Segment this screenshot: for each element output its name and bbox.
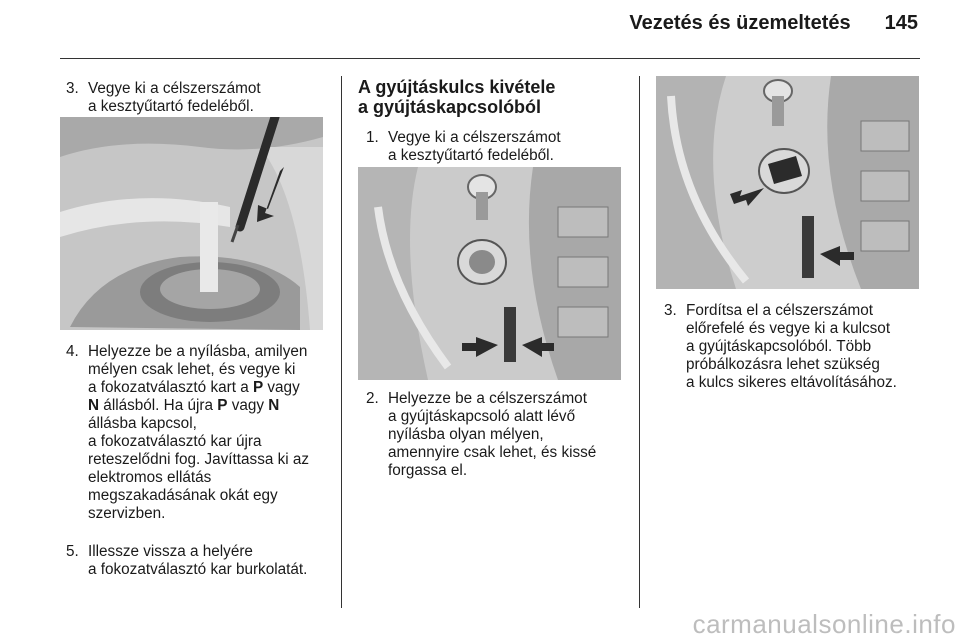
step-line: a kesztyűtartó fedeléből.: [388, 147, 554, 164]
step-line: a kesztyűtartó fedeléből.: [88, 98, 254, 115]
step-line: [88, 379, 336, 397]
step-line: amennyire csak lehet, és kissé: [388, 444, 597, 461]
step-line: szervizben.: [88, 505, 166, 522]
gear-selector-figure: [60, 117, 323, 330]
ignition-tool-illustration: [358, 167, 621, 380]
page-title: Vezetés és üzemeltetés: [629, 12, 851, 34]
heading-line: a gyújtáskapcsolóból: [358, 97, 542, 117]
text-span: vagy: [263, 379, 300, 396]
text-span: állásból. Ha újra: [99, 397, 218, 414]
step-line: állásba kapcsol,: [88, 415, 197, 432]
step-line: a fokozatválasztó kar burkolatát.: [88, 561, 308, 578]
step-line: Helyezze be a nyílásba, amilyen: [88, 343, 308, 360]
gear-n-label: N: [268, 397, 280, 414]
column-divider-1: [341, 76, 342, 608]
list-item: [66, 80, 336, 116]
step-line: a fokozatválasztó kar újra: [88, 433, 262, 450]
step-line: mélyen csak lehet, és vegye ki: [88, 361, 296, 378]
gear-p-label: P: [252, 379, 264, 396]
text-span: a fokozatválasztó kart a: [88, 379, 253, 396]
step-line: a gyújtáskapcsolóból. Több: [686, 338, 872, 355]
col1-step4: [66, 343, 336, 523]
column-divider-2: [639, 76, 640, 608]
list-item: [366, 390, 636, 480]
step-line: elektromos ellátás: [88, 469, 212, 486]
step-number: 1.: [366, 129, 379, 146]
step-line: megszakadásának okát egy: [88, 487, 278, 504]
heading-line: A gyújtáskulcs kivétele: [358, 77, 556, 97]
step-line: Helyezze be a célszerszámot: [388, 390, 587, 407]
list-item: [66, 343, 336, 523]
page-header: [0, 12, 918, 35]
gear-n-label: N: [88, 397, 100, 414]
step-line: előrefelé és vegye ki a kulcsot: [686, 320, 891, 337]
col1-step3: [66, 80, 336, 116]
list-item: [664, 302, 934, 392]
step-line: a kulcs sikeres eltávolításához.: [686, 374, 897, 391]
step-line: próbálkozásra lehet szükség: [686, 356, 880, 373]
step-number: 5.: [66, 543, 79, 560]
step-number: 3.: [66, 80, 79, 97]
list-item: [66, 543, 336, 579]
col2-step2: [366, 390, 636, 480]
step-line: Illessze vissza a helyére: [88, 543, 253, 560]
ignition-tool-figure: [358, 167, 621, 380]
step-line: nyílásba olyan mélyen,: [388, 426, 544, 443]
watermark: carmanualsonline.info: [692, 609, 956, 639]
header-rule: [60, 58, 920, 59]
key-removal-figure: [656, 76, 919, 289]
section-heading: [358, 77, 555, 117]
step-number: 3.: [664, 302, 677, 319]
step-line: Vegye ki a célszerszámot: [88, 80, 261, 97]
step-line: [88, 397, 336, 415]
col1-step5: [66, 543, 336, 579]
text-span: vagy: [227, 397, 269, 414]
key-removal-illustration: [656, 76, 919, 289]
col2-step1: [366, 129, 636, 165]
step-line: Vegye ki a célszerszámot: [388, 129, 561, 146]
step-line: forgassa el.: [388, 462, 468, 479]
gear-p-label: P: [217, 397, 228, 414]
step-line: a gyújtáskapcsoló alatt lévő: [388, 408, 576, 425]
col3-step3: [664, 302, 934, 392]
step-number: 2.: [366, 390, 379, 407]
page-number: 145: [884, 12, 918, 34]
step-line: Fordítsa el a célszerszámot: [686, 302, 874, 319]
step-line: reteszelődni fog. Javíttassa ki az: [88, 451, 310, 468]
list-item: [366, 129, 636, 165]
gear-selector-illustration: [60, 117, 323, 330]
step-number: 4.: [66, 343, 79, 360]
